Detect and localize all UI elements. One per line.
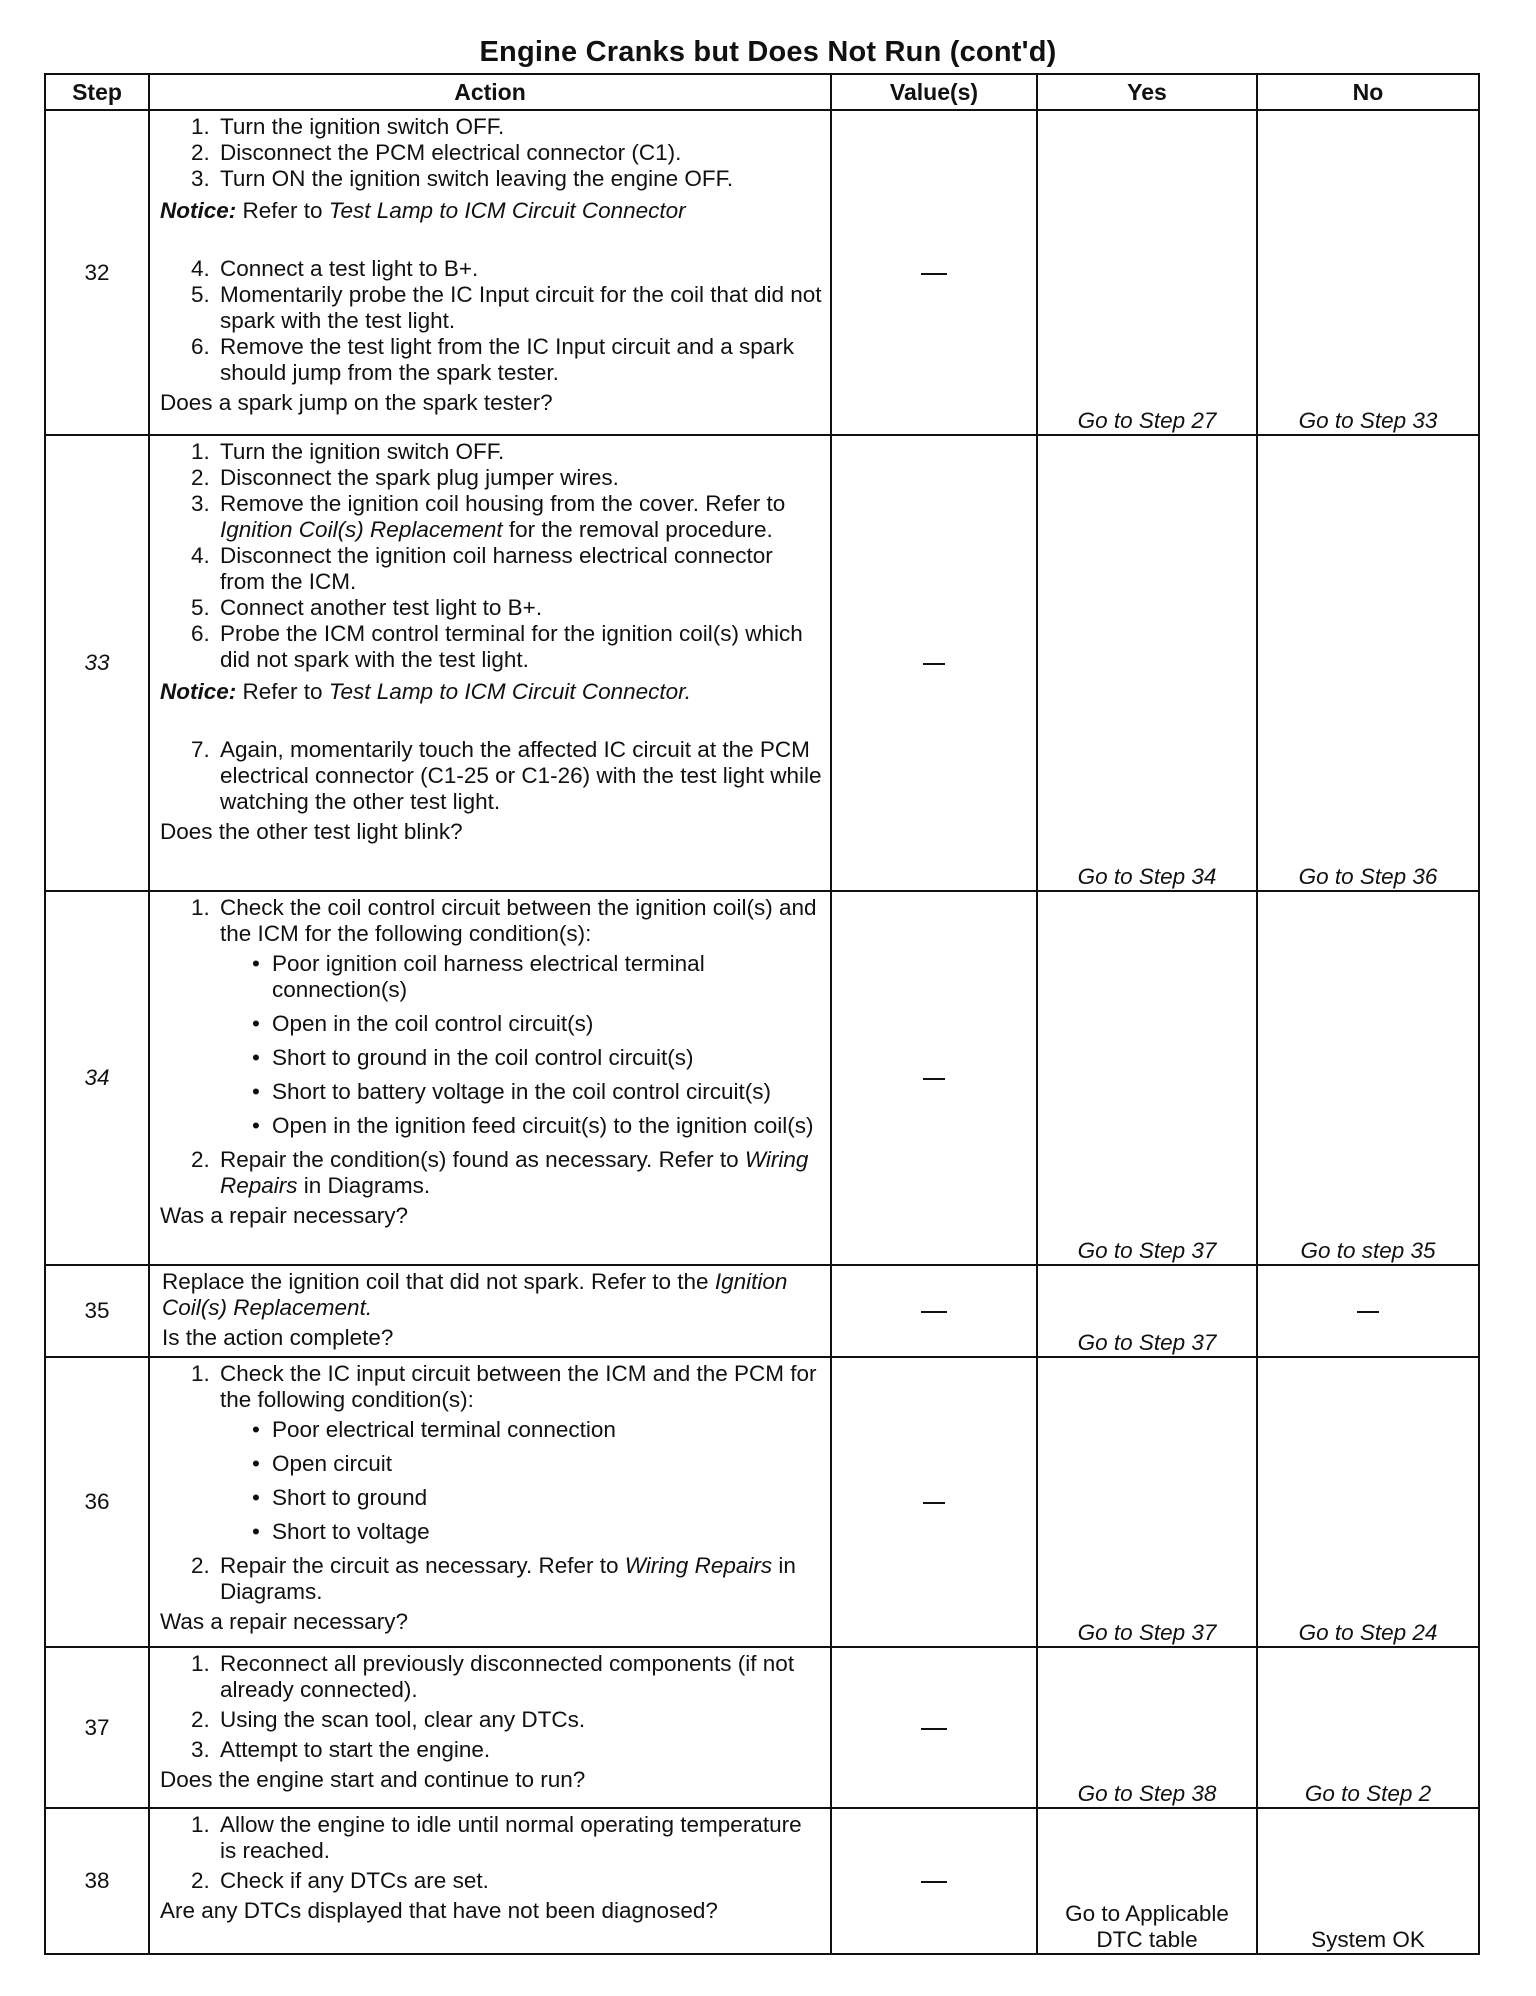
value-cell bbox=[831, 891, 1037, 1265]
yes-text-line: DTC table bbox=[1096, 1927, 1198, 1952]
condition-item: • Open circuit bbox=[252, 1451, 822, 1477]
action-text: Check the coil control circuit between the ignition coil(s) and the ICM for the following condition(s): bbox=[220, 895, 817, 946]
table-row-step-32 bbox=[45, 110, 1479, 435]
value-cell bbox=[831, 1357, 1037, 1647]
table-row-step-36 bbox=[45, 1357, 1479, 1647]
action-steps bbox=[160, 737, 822, 815]
action-steps bbox=[160, 439, 822, 673]
no-cell: Go to Step 24 bbox=[1257, 1357, 1479, 1647]
notice-prefix: Refer to bbox=[242, 679, 323, 704]
dash-mark bbox=[921, 1881, 947, 1883]
header-step: Step bbox=[45, 74, 149, 110]
action-step: 1. Allow the engine to idle until normal operating temperature is reached. bbox=[216, 1812, 822, 1864]
action-step: 7. Again, momentarily touch the affected IC circuit at the PCM electrical connector (C1-25 or C1-26) with the test light while watching the other test light. bbox=[216, 737, 822, 815]
value-cell bbox=[831, 110, 1037, 435]
value-cell bbox=[831, 1808, 1037, 1954]
action-cell bbox=[149, 110, 831, 435]
action-cell bbox=[149, 1808, 831, 1954]
dash-mark bbox=[923, 663, 945, 665]
action-cell bbox=[149, 435, 831, 891]
table-row-step-35 bbox=[45, 1265, 1479, 1357]
action-question: Was a repair necessary? bbox=[160, 1203, 409, 1228]
action-step: 6. Probe the ICM control terminal for the ignition coil(s) which did not spark with the test light. bbox=[216, 621, 822, 673]
no-cell: Go to Step 33 bbox=[1257, 110, 1479, 435]
table-row-step-37 bbox=[45, 1647, 1479, 1808]
condition-item: • Short to voltage bbox=[252, 1519, 822, 1545]
action-question: Is the action complete? bbox=[162, 1325, 394, 1350]
action-cell bbox=[149, 1357, 831, 1647]
header-action: Action bbox=[149, 74, 831, 110]
action-step bbox=[216, 1553, 822, 1605]
header-yes: Yes bbox=[1037, 74, 1257, 110]
action-question: Are any DTCs displayed that have not been diagnosed? bbox=[160, 1898, 718, 1923]
notice bbox=[160, 679, 822, 705]
action-step: 4. Disconnect the ignition coil harness electrical connector from the ICM. bbox=[216, 543, 822, 595]
diagnostic-table bbox=[44, 73, 1480, 1955]
step-number: 36 bbox=[45, 1357, 149, 1647]
action-question: Does the engine start and continue to run? bbox=[160, 1767, 586, 1792]
condition-item: • Short to battery voltage in the coil control circuit(s) bbox=[252, 1079, 822, 1105]
value-cell bbox=[831, 1647, 1037, 1808]
action-text: Remove the ignition coil housing from the cover. Refer to bbox=[220, 491, 786, 516]
action-step bbox=[216, 1147, 822, 1199]
action-cell bbox=[149, 1647, 831, 1808]
step-number: 34 bbox=[45, 891, 149, 1265]
no-cell bbox=[1257, 1265, 1479, 1357]
header-no: No bbox=[1257, 74, 1479, 110]
condition-item: • Open in the ignition feed circuit(s) to the ignition coil(s) bbox=[252, 1113, 822, 1139]
header-row bbox=[45, 74, 1479, 110]
yes-cell bbox=[1037, 1808, 1257, 1954]
notice-reference: Test Lamp to ICM Circuit Connector. bbox=[328, 679, 692, 704]
step-number: 32 bbox=[45, 110, 149, 435]
action-step: 5. Momentarily probe the IC Input circuit for the coil that did not spark with the test light. bbox=[216, 282, 822, 334]
action-question: Does the other test light blink? bbox=[160, 819, 463, 844]
action-step: 4. Connect a test light to B+. bbox=[216, 256, 822, 282]
dash-mark bbox=[923, 1502, 945, 1504]
condition-item: • Short to ground in the coil control circuit(s) bbox=[252, 1045, 822, 1071]
action-step: 1. Turn the ignition switch OFF. bbox=[216, 439, 822, 465]
action-step bbox=[216, 491, 822, 543]
dash-mark bbox=[921, 1311, 947, 1313]
action-steps bbox=[160, 1361, 822, 1605]
action-step bbox=[216, 1361, 822, 1545]
yes-cell: Go to Step 38 bbox=[1037, 1647, 1257, 1808]
no-cell: Go to Step 2 bbox=[1257, 1647, 1479, 1808]
action-text: Repair the condition(s) found as necessary. Refer to bbox=[220, 1147, 739, 1172]
notice bbox=[160, 198, 822, 224]
condition-item: • Short to ground bbox=[252, 1485, 822, 1511]
action-cell bbox=[149, 1265, 831, 1357]
action-question: Was a repair necessary? bbox=[160, 1609, 409, 1634]
step-number: 38 bbox=[45, 1808, 149, 1954]
table-row-step-33 bbox=[45, 435, 1479, 891]
table-row-step-34 bbox=[45, 891, 1479, 1265]
step-number: 33 bbox=[45, 435, 149, 891]
action-steps bbox=[160, 256, 822, 386]
action-steps bbox=[160, 114, 822, 192]
action-step bbox=[216, 895, 822, 1139]
reference-link-text: Ignition Coil(s) Replacement bbox=[220, 517, 503, 542]
action-text: Repair the circuit as necessary. Refer to bbox=[220, 1553, 619, 1578]
action-text-block bbox=[162, 1269, 822, 1321]
yes-text-line: Go to Applicable bbox=[1065, 1901, 1229, 1926]
value-cell bbox=[831, 435, 1037, 891]
action-step: 2. Disconnect the PCM electrical connector (C1). bbox=[216, 140, 822, 166]
action-text: in Diagrams. bbox=[303, 1173, 431, 1198]
table-row-step-38 bbox=[45, 1808, 1479, 1954]
dash-mark bbox=[1357, 1311, 1379, 1313]
notice-label: Notice: bbox=[160, 679, 237, 704]
action-question: Does a spark jump on the spark tester? bbox=[160, 390, 553, 415]
action-step: 1. Turn the ignition switch OFF. bbox=[216, 114, 822, 140]
condition-item: • Poor electrical terminal connection bbox=[252, 1417, 822, 1443]
notice-label: Notice: bbox=[160, 198, 237, 223]
yes-cell: Go to Step 34 bbox=[1037, 435, 1257, 891]
condition-item: • Open in the coil control circuit(s) bbox=[252, 1011, 822, 1037]
action-text: Replace the ignition coil that did not spark. Refer to the bbox=[162, 1269, 709, 1294]
action-step: 1. Reconnect all previously disconnected components (if not already connected). bbox=[216, 1651, 822, 1703]
no-cell: System OK bbox=[1257, 1808, 1479, 1954]
reference-link-text: Ignition Coil(s) Replacement. bbox=[162, 1269, 788, 1320]
header-values: Value(s) bbox=[831, 74, 1037, 110]
action-step: 5. Connect another test light to B+. bbox=[216, 595, 822, 621]
reference-link-text: Wiring Repairs bbox=[624, 1553, 773, 1578]
action-text: for the removal procedure. bbox=[508, 517, 773, 542]
action-text: Check the IC input circuit between the ICM and the PCM for the following condition(s): bbox=[220, 1361, 817, 1412]
action-steps bbox=[160, 1651, 822, 1763]
notice-prefix: Refer to bbox=[242, 198, 323, 223]
step-number: 35 bbox=[45, 1265, 149, 1357]
dash-mark bbox=[923, 1078, 945, 1080]
dash-mark bbox=[921, 273, 947, 275]
condition-list bbox=[220, 1417, 822, 1545]
action-step: 2. Check if any DTCs are set. bbox=[216, 1868, 822, 1894]
value-cell bbox=[831, 1265, 1037, 1357]
page-title: Engine Cranks but Does Not Run (cont'd) bbox=[479, 36, 1057, 68]
condition-list bbox=[220, 951, 822, 1139]
yes-cell: Go to Step 37 bbox=[1037, 1357, 1257, 1647]
condition-item: • Poor ignition coil harness electrical terminal connection(s) bbox=[252, 951, 822, 1003]
reference-link-text: Wiring Repairs bbox=[220, 1147, 809, 1198]
action-step: 3. Turn ON the ignition switch leaving the engine OFF. bbox=[216, 166, 822, 192]
yes-cell: Go to Step 37 bbox=[1037, 891, 1257, 1265]
yes-cell: Go to Step 37 bbox=[1037, 1265, 1257, 1357]
action-steps bbox=[160, 895, 822, 1199]
action-text: in Diagrams. bbox=[220, 1553, 796, 1604]
action-step: 2. Disconnect the spark plug jumper wires. bbox=[216, 465, 822, 491]
no-cell: Go to step 35 bbox=[1257, 891, 1479, 1265]
no-cell: Go to Step 36 bbox=[1257, 435, 1479, 891]
step-number: 37 bbox=[45, 1647, 149, 1808]
yes-cell: Go to Step 27 bbox=[1037, 110, 1257, 435]
action-cell bbox=[149, 891, 831, 1265]
action-step: 2. Using the scan tool, clear any DTCs. bbox=[216, 1707, 822, 1733]
action-step: 6. Remove the test light from the IC Input circuit and a spark should jump from the spark tester. bbox=[216, 334, 822, 386]
action-step: 3. Attempt to start the engine. bbox=[216, 1737, 822, 1763]
action-steps bbox=[160, 1812, 822, 1894]
notice-reference: Test Lamp to ICM Circuit Connector bbox=[328, 198, 686, 223]
dash-mark bbox=[921, 1728, 947, 1730]
